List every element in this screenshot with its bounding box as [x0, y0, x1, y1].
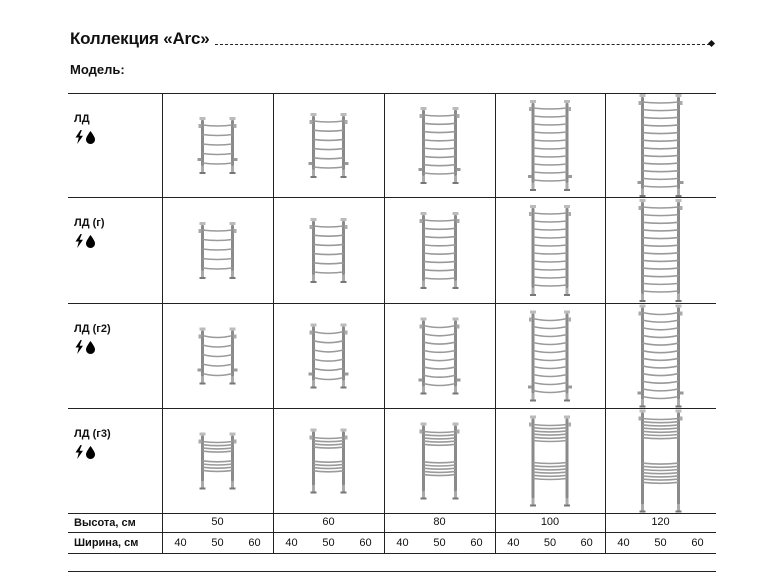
- towel-rail-image: [309, 113, 349, 178]
- model-heading: Модель:: [70, 62, 125, 77]
- width-value: 40: [617, 537, 630, 549]
- towel-rail-image: [528, 100, 572, 191]
- towel-rail-image: [310, 429, 348, 494]
- towel-rail-image: [528, 311, 572, 402]
- width-value: 40: [285, 537, 298, 549]
- water-drop-icon: [86, 131, 95, 144]
- width-value: 60: [470, 537, 483, 549]
- heating-type-icons: [74, 234, 104, 248]
- towel-rail-image: [420, 423, 460, 500]
- towel-rail-image: [529, 205, 571, 296]
- width-value: 50: [322, 537, 335, 549]
- towel-rail-image: [419, 107, 461, 184]
- width-value: 60: [691, 537, 704, 549]
- lightning-icon: [76, 130, 84, 144]
- width-value: 60: [359, 537, 372, 549]
- width-value: 50: [543, 537, 557, 549]
- water-drop-icon: [86, 446, 95, 459]
- lightning-icon: [76, 445, 84, 459]
- towel-rail-image: [199, 433, 237, 490]
- towel-rail-image: [309, 324, 349, 389]
- width-value: 40: [507, 537, 520, 549]
- towel-rail-image: [419, 318, 461, 395]
- water-drop-icon: [86, 235, 95, 248]
- model-label: ЛД (г2): [74, 323, 111, 335]
- width-value: 60: [580, 537, 593, 549]
- towel-rail-image: [529, 416, 571, 507]
- model-label: ЛД (г3): [74, 428, 111, 440]
- towel-rail-image: [310, 218, 348, 283]
- water-drop-icon: [86, 341, 95, 354]
- height-value: 60: [322, 516, 335, 528]
- towel-rail-image: [638, 305, 684, 408]
- width-value: 40: [396, 537, 409, 549]
- towel-rail-image: [199, 222, 237, 279]
- towel-rail-image: [639, 410, 683, 513]
- width-value: 50: [654, 537, 667, 549]
- lightning-icon: [76, 234, 84, 248]
- heating-type-icons: [74, 445, 104, 459]
- width-value: 40: [174, 537, 187, 549]
- width-value: 60: [248, 537, 261, 549]
- heating-type-icons: [74, 130, 104, 144]
- towel-rail-image: [420, 212, 460, 289]
- lightning-icon: [76, 340, 84, 354]
- width-label: Ширина, см: [74, 537, 139, 549]
- towel-rail-image: [639, 199, 683, 302]
- height-value: 50: [211, 516, 224, 528]
- towel-rail-image: [198, 117, 238, 174]
- height-value: 100: [540, 516, 560, 528]
- heating-type-icons: [74, 340, 104, 354]
- height-value: 120: [651, 516, 670, 528]
- width-value: 50: [433, 537, 446, 549]
- height-value: 80: [433, 516, 446, 528]
- model-label: ЛД (г): [74, 217, 105, 229]
- width-value: 50: [211, 537, 224, 549]
- towel-rail-image: [198, 328, 238, 385]
- page-title: Коллекция «Arc»: [70, 29, 210, 48]
- towel-rail-image: [638, 94, 684, 197]
- height-label: Высота, см: [74, 517, 136, 529]
- model-label: ЛД: [74, 113, 90, 125]
